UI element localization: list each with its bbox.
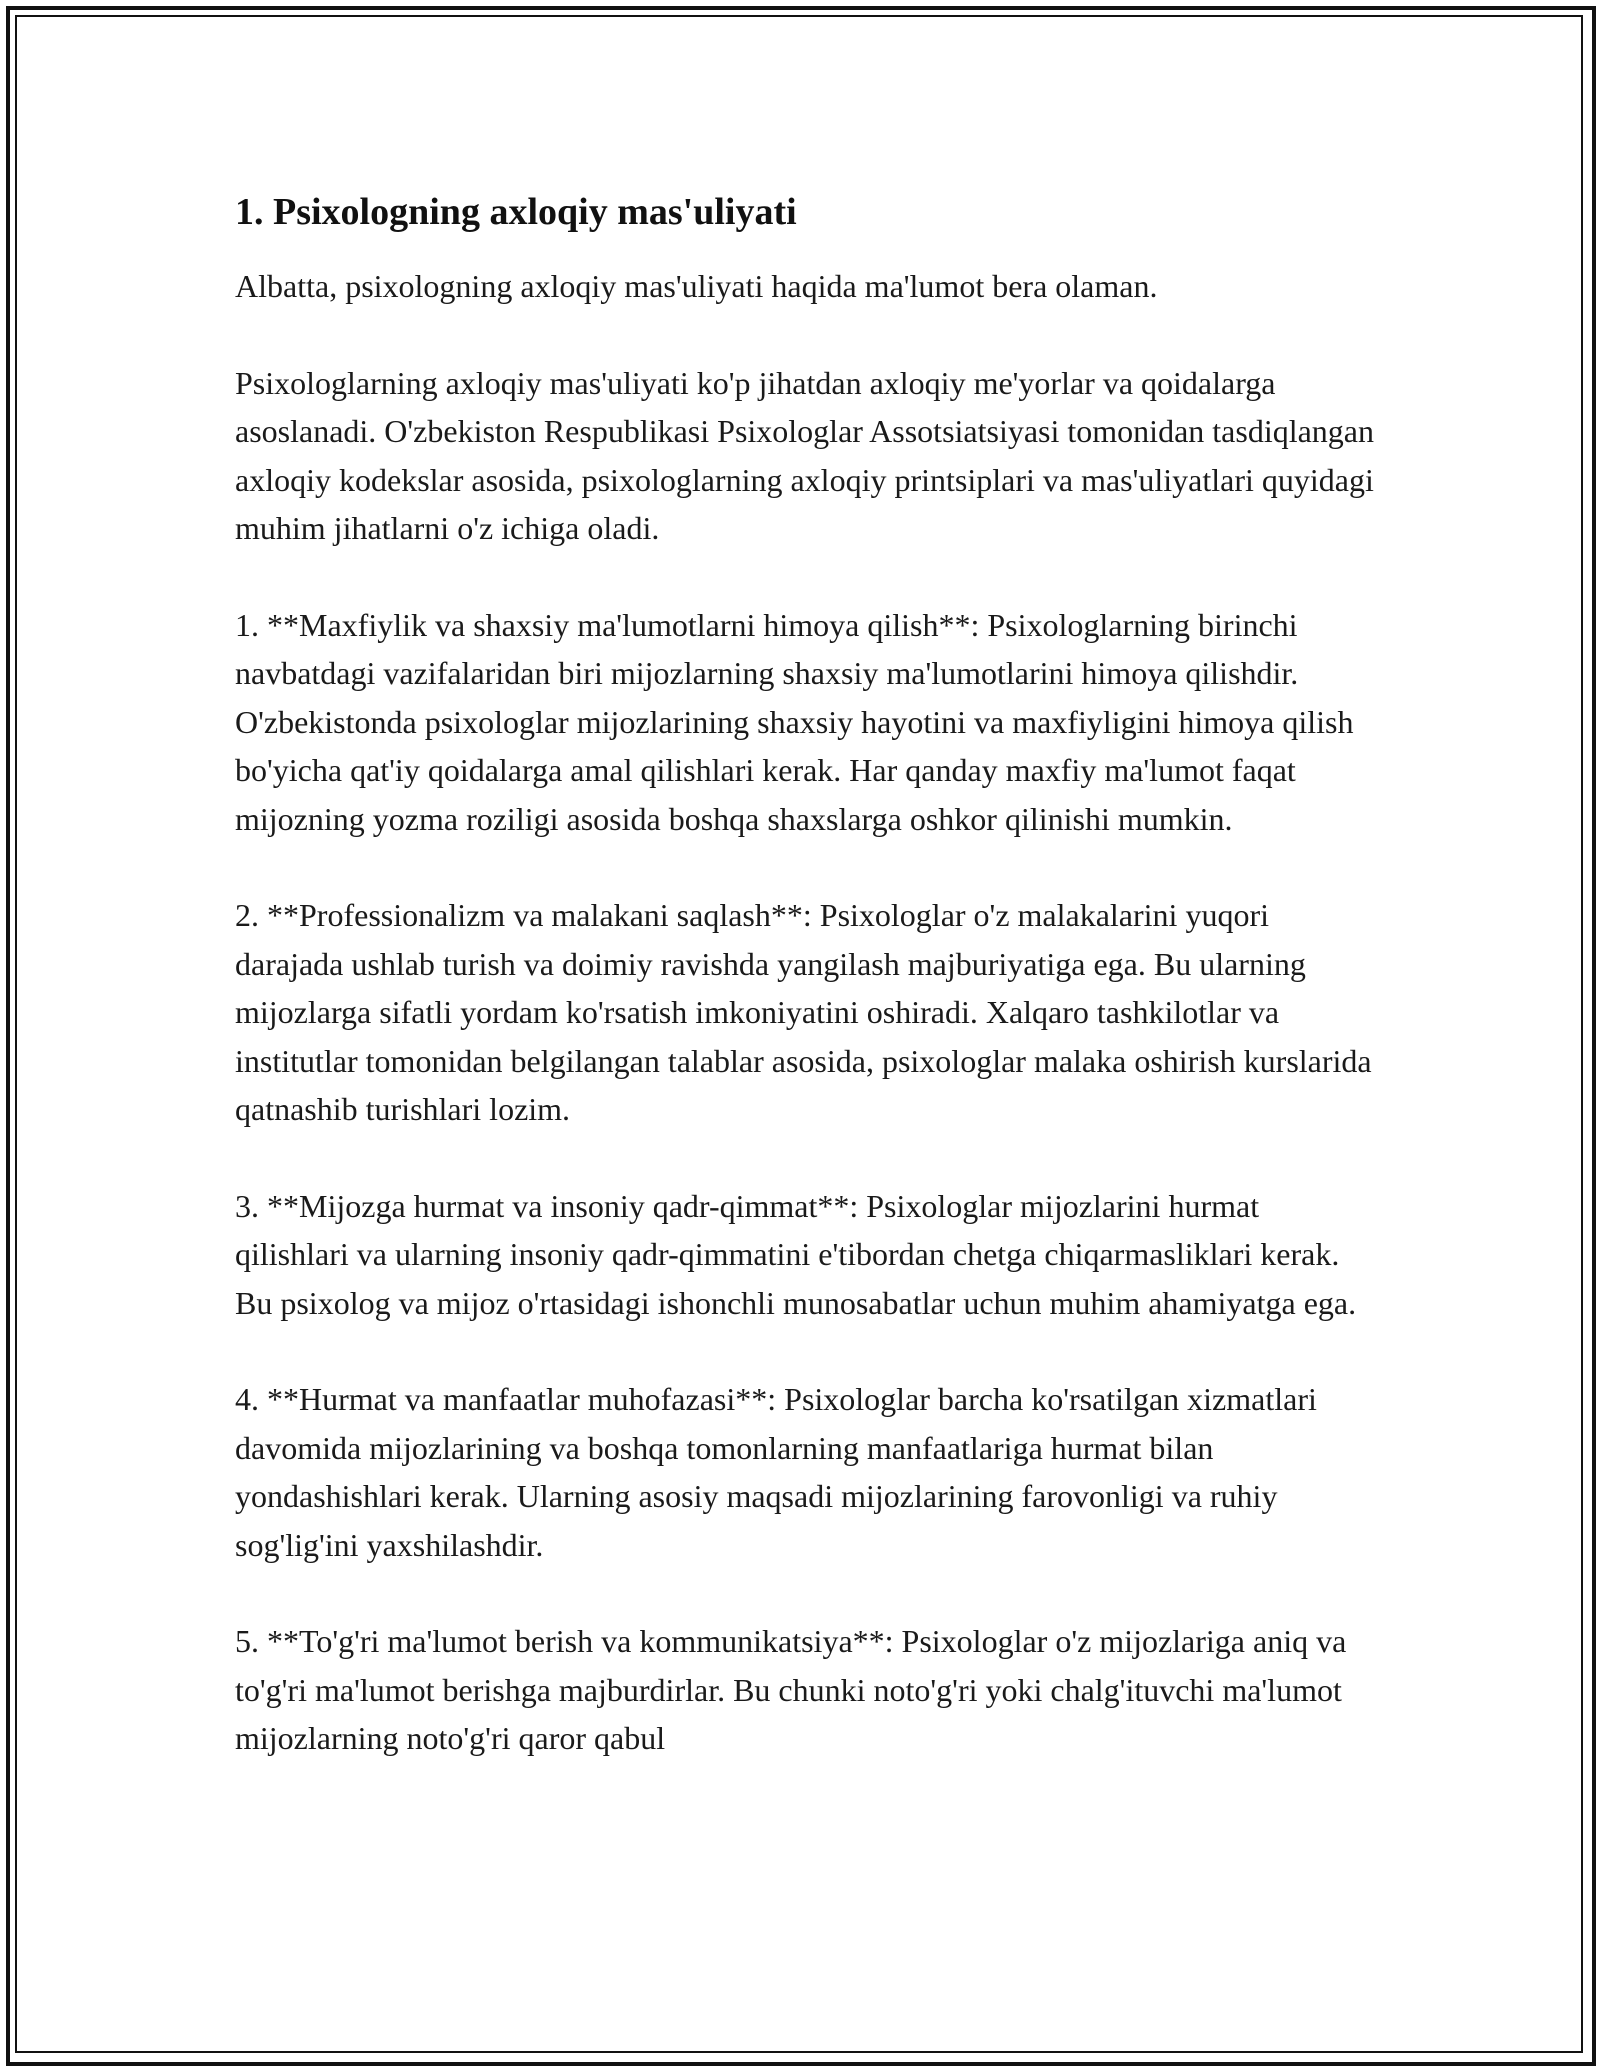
document-body <box>235 188 1375 1763</box>
intro-paragraph: Albatta, psixologning axloqiy mas'uliyati haqida ma'lumot bera olaman. <box>235 268 1158 304</box>
list-item-professionalism: 2. **Professionalizm va malakani saqlash**: Psixologlar o'z malakalarini yuqori darajada ushlab turish va doimiy ravishda yangilash majburiyatiga ega. Bu ularning mijozlarga sifatli yordam ko'rsatish imkoniyatini oshiradi. Xalqaro tashkilotlar va institutlar tomonidan belgilangan talablar asosida, psixologlar malaka oshirish kurslarida qatnashib turishlari lozim. <box>235 897 1372 1127</box>
overview-paragraph: Psixologlarning axloqiy mas'uliyati ko'p jihatdan axloqiy me'yorlar va qoidalarga asoslanadi. O'zbekiston Respublikasi Psixologlar Assotsiatsiyasi tomonidan tasdiqlangan axloqiy kodekslar asosida, psixologlarning axloqiy printsiplari va mas'uliyatlari quyidagi muhim jihatlarni o'z ichiga oladi. <box>235 364 1374 546</box>
document-title: 1. Psixologning axloqiy mas'uliyati <box>235 191 797 233</box>
list-item-interests-protection: 4. **Hurmat va manfaatlar muhofazasi**: Psixologlar barcha ko'rsatilgan xizmatlari davomida mijozlarining va boshqa tomonlarning manfaatlariga hurmat bilan yondashishlari kerak. Ularning asosiy maqsadi mijozlarining farovonligi va ruhiy sog'lig'ini yaxshilashdir. <box>235 1381 1317 1563</box>
list-item-communication: 5. **To'g'ri ma'lumot berish va kommunikatsiya**: Psixologlar o'z mijozlariga aniq va to'g'ri ma'lumot berishga majburdirlar. Bu chunki noto'g'ri yoki chalg'ituvchi ma'lumot mijozlarning noto'g'ri qaror qabul <box>235 1623 1347 1756</box>
list-item-respect-dignity: 3. **Mijozga hurmat va insoniy qadr-qimmat**: Psixologlar mijozlarini hurmat qilishlari va ularning insoniy qadr-qimmatini e'tibordan chetga chiqarmasliklari kerak. Bu psixolog va mijoz o'rtasidagi ishonchli munosabatlar uchun muhim ahamiyatga ega. <box>235 1187 1357 1321</box>
list-item-confidentiality: 1. **Maxfiylik va shaxsiy ma'lumotlarni himoya qilish**: Psixologlarning birinchi navbatdagi vazifalaridan biri mijozlarning shaxsiy ma'lumotlarini himoya qilishdir. O'zbekistonda psixologlar mijozlarining shaxsiy hayotini va maxfiyligini himoya qilish bo'yicha qat'iy qoidalarga amal qilishlari kerak. Har qanday maxfiy ma'lumot faqat mijozning yozma roziligi asosida boshqa shaxslarga oshkor qilinishi mumkin. <box>235 606 1354 837</box>
